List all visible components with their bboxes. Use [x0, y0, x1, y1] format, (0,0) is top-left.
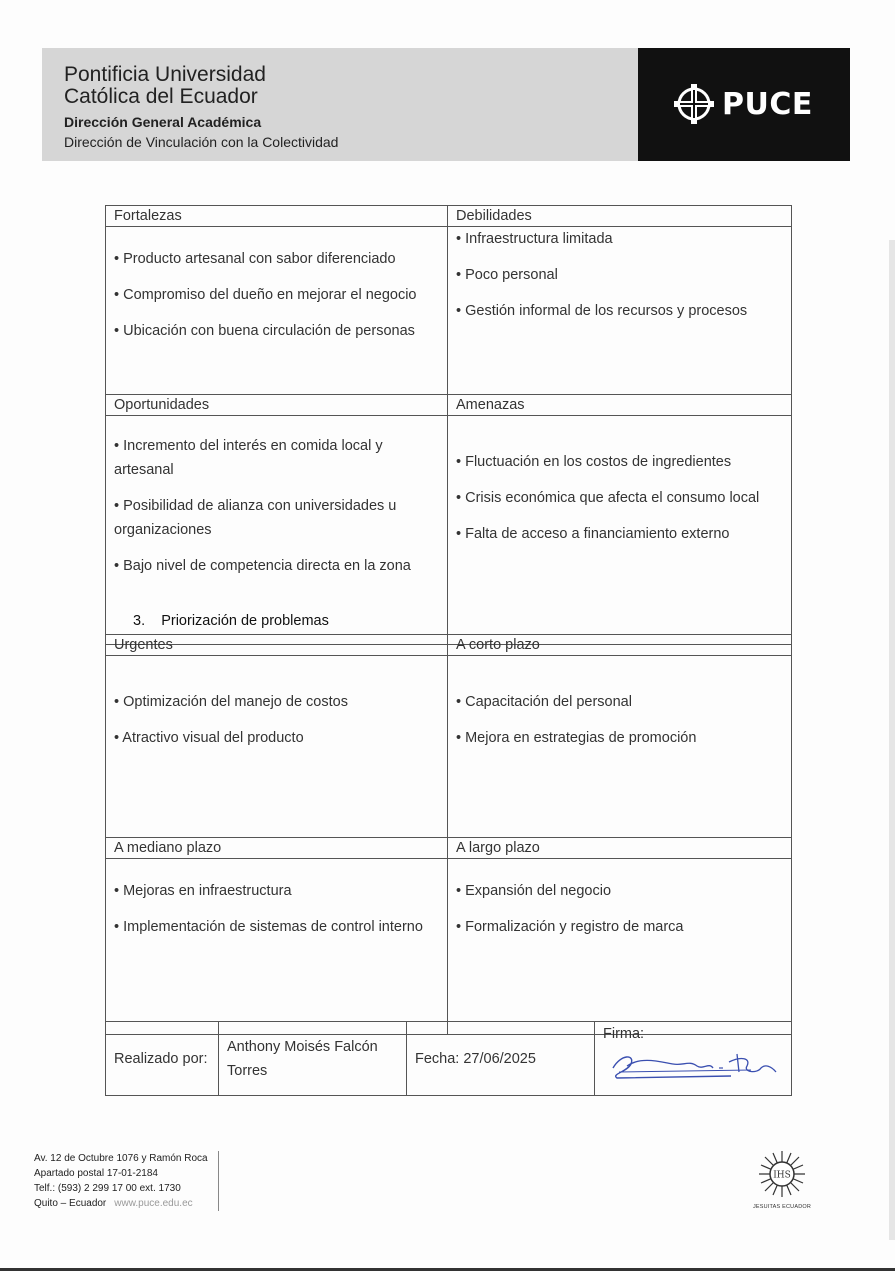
urgent-cell — [106, 656, 448, 838]
threats-header: Amenazas — [448, 395, 792, 416]
long-term-item: • Expansión del negocio — [456, 883, 612, 899]
foda-table — [105, 205, 792, 645]
puce-logo-block — [638, 48, 850, 161]
short-term-item: • Capacitación del personal — [456, 694, 632, 710]
puce-logo — [672, 82, 813, 126]
date-field: Fecha: 27/06/2025 — [407, 1022, 595, 1096]
long-term-item: • Formalización y registro de marca — [456, 919, 684, 935]
urgent-item: • Optimización del manejo de costos — [114, 694, 348, 710]
short-term-header: A corto plazo — [448, 635, 792, 656]
strength-item: • Ubicación con buena circulación de personas — [114, 323, 415, 339]
weaknesses-header: Debilidades — [448, 206, 792, 227]
medium-term-header: A mediano plazo — [106, 838, 448, 859]
strength-item: • Compromiso del dueño en mejorar el negocio — [114, 287, 417, 303]
opportunities-cell — [106, 416, 448, 645]
section-title-priorities: 3. Priorización de problemas — [133, 613, 329, 629]
threat-item: • Crisis económica que afecta el consumo local — [456, 490, 760, 506]
opportunity-item: • Posibilidad de alianza con universidades u organizaciones — [114, 498, 397, 538]
seal-caption: JESUITAS ECUADOR — [752, 1204, 812, 1210]
opportunity-item: • Bajo nivel de competencia directa en la zona — [114, 558, 411, 574]
puce-logo-text: PUCE — [722, 86, 813, 122]
footer-city: Quito – Ecuador — [34, 1198, 107, 1209]
puce-emblem-icon — [672, 82, 716, 126]
opportunity-item: • Incremento del interés en comida local y artesanal — [114, 438, 383, 478]
weakness-item: • Infraestructura limitada — [456, 231, 613, 247]
weakness-item: • Gestión informal de los recursos y procesos — [456, 303, 748, 319]
strength-item: • Producto artesanal con sabor diferenciado — [114, 251, 396, 267]
page-edge-shadow — [889, 240, 895, 1240]
handwritten-signature — [601, 1046, 781, 1086]
strengths-header: Fortalezas — [106, 206, 448, 227]
footer-website-link[interactable]: www.puce.edu.ec — [114, 1198, 193, 1209]
urgent-item: • Atractivo visual del producto — [114, 730, 304, 746]
long-term-cell — [448, 859, 792, 1035]
urgent-header: Urgentes — [106, 635, 448, 656]
weakness-item: • Poco personal — [456, 267, 558, 283]
seal-monogram: IHS — [773, 1170, 791, 1181]
footer-address — [34, 1151, 219, 1211]
department-name: Dirección General Académica — [64, 114, 262, 130]
university-name: Pontificia Universidad Católica del Ecuador — [64, 63, 266, 108]
medium-term-item: • Implementación de sistemas de control interno — [114, 919, 423, 935]
header-title-block — [42, 48, 638, 161]
strengths-cell — [106, 227, 448, 395]
author-name: Anthony Moisés Falcón Torres — [219, 1022, 407, 1096]
threat-item: • Falta de acceso a financiamiento externo — [456, 526, 730, 542]
threat-item: • Fluctuación en los costos de ingredientes — [456, 454, 732, 470]
weaknesses-cell — [448, 227, 792, 395]
subdepartment-name: Dirección de Vinculación con la Colectividad — [64, 134, 339, 150]
short-term-cell — [448, 656, 792, 838]
signature-cell — [595, 1022, 792, 1096]
medium-term-item: • Mejoras en infraestructura — [114, 883, 292, 899]
footer-phone: Telf.: (593) 2 299 17 00 ext. 1730 — [34, 1183, 181, 1194]
document-header — [42, 48, 850, 161]
short-term-item: • Mejora en estrategias de promoción — [456, 730, 697, 746]
opportunities-header: Oportunidades — [106, 395, 448, 416]
footer-address-line: Apartado postal 17-01-2184 — [34, 1168, 158, 1179]
medium-term-cell — [106, 859, 448, 1035]
ihs-sun-icon — [758, 1150, 806, 1198]
threats-cell — [448, 416, 792, 645]
signature-label: Firma: — [603, 1026, 645, 1042]
footer-address-line: Av. 12 de Octubre 1076 y Ramón Roca — [34, 1153, 208, 1164]
signature-table — [105, 1021, 792, 1096]
jesuitas-seal — [752, 1150, 812, 1210]
long-term-header: A largo plazo — [448, 838, 792, 859]
priorities-table — [105, 634, 792, 1035]
made-by-label: Realizado por: — [106, 1022, 219, 1096]
